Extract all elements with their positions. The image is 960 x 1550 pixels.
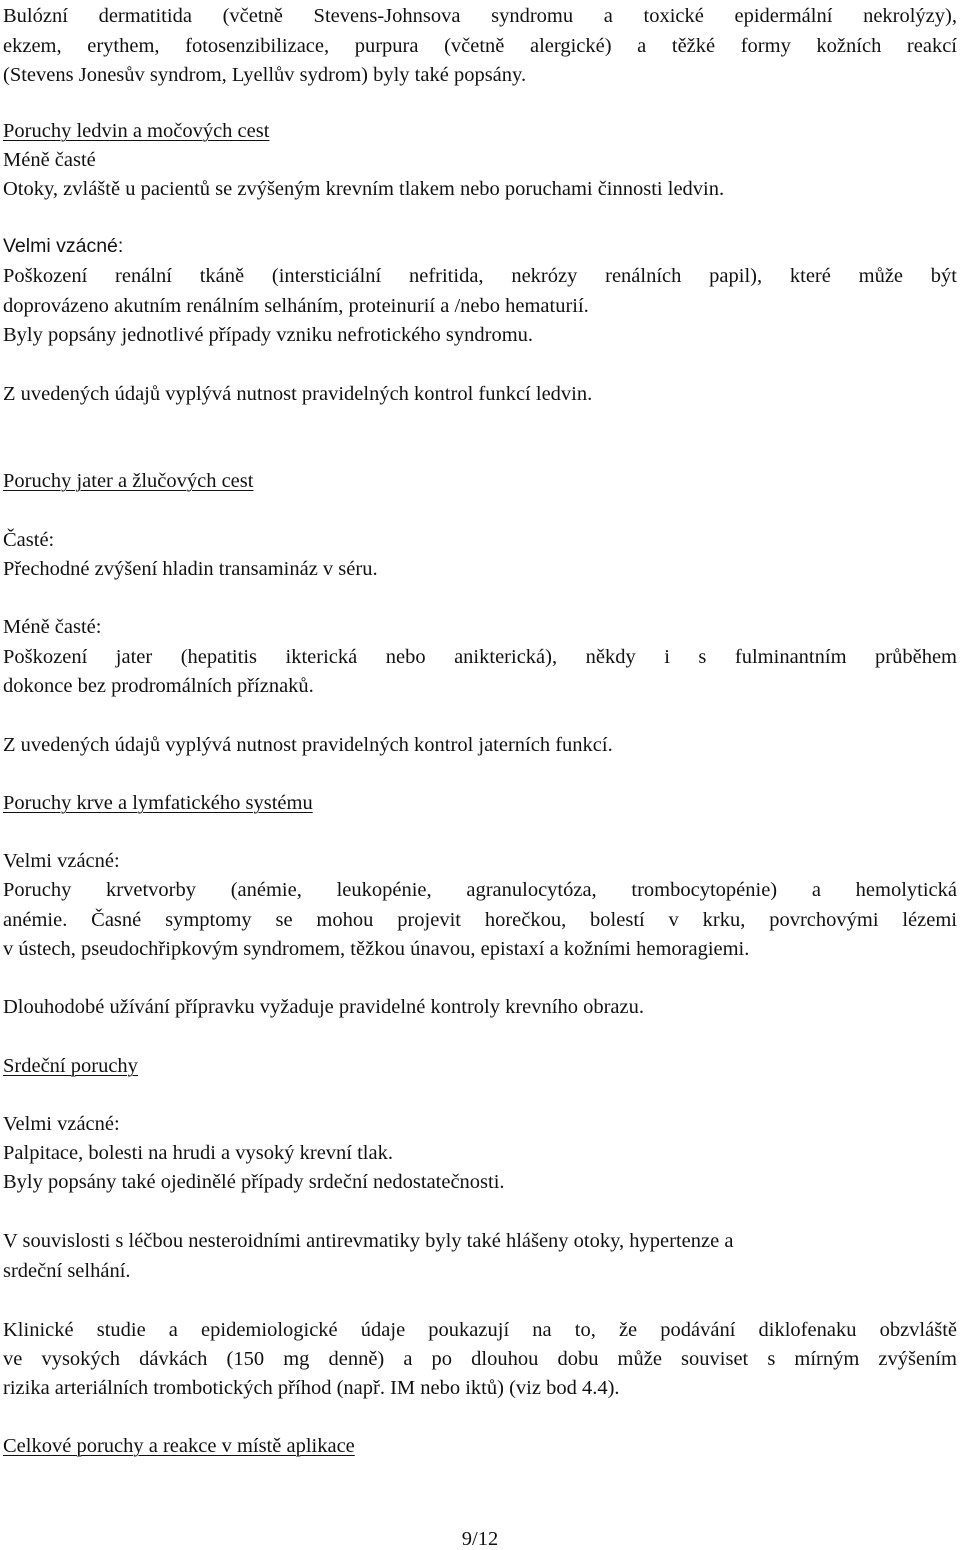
renal-frequency-very-rare: Velmi vzácné: (3, 235, 124, 257)
hepatic-monitoring-note: Z uvedených údajů vyplývá nutnost pravidelných kontrol jaterních funkcí. (3, 734, 613, 756)
blood-monitoring-note: Dlouhodobé užívání přípravku vyžaduje pravidelné kontroly krevního obrazu. (3, 996, 645, 1018)
cardiac-line-2: Byly popsány také ojedinělé případy srdeční nedostatečnosti. (3, 1171, 505, 1193)
renal-very-rare-line-1: Poškození renální tkáně (intersticiální nefritida, nekrózy renálních papil), které může být (3, 265, 957, 287)
cardiac-nsaid-line-2: srdeční selhání. (3, 1260, 131, 1282)
hepatic-frequency-uncommon: Méně časté: (3, 616, 102, 638)
blood-line-3: v ústech, pseudochřipkovým syndromem, těžkou únavou, epistaxí a kožními hemoragiemi. (3, 938, 750, 960)
renal-frequency-uncommon: Méně časté (3, 149, 96, 171)
cardiac-heading: Srdeční poruchy (3, 1055, 138, 1077)
renal-very-rare-line-3: Byly popsány jednotlivé případy vzniku nefrotického syndromu. (3, 324, 534, 346)
blood-line-1: Poruchy krvetvorby (anémie, leukopénie, agranulocytóza, trombocytopénie) a hemolytická (3, 879, 957, 901)
page-number: 9/12 (461, 1528, 499, 1550)
hepatic-uncommon-line-2: dokonce bez prodromálních příznaků. (3, 675, 314, 697)
hepatic-common-text: Přechodné zvýšení hladin transamináz v séru. (3, 558, 378, 580)
hepatic-frequency-common: Časté: (3, 529, 55, 551)
renal-very-rare-line-2: doprovázeno akutním renálním selháním, proteinurií a /nebo hematurií. (3, 295, 589, 317)
blood-heading: Poruchy krve a lymfatického systému (3, 792, 313, 814)
cardiac-studies-line-3: rizika arteriálních trombotických příhod (např. IM nebo iktů) (viz bod 4.4). (3, 1377, 620, 1399)
general-heading: Celkové poruchy a reakce v místě aplikace (3, 1435, 355, 1457)
renal-uncommon-text: Otoky, zvláště u pacientů se zvýšeným krevním tlakem nebo poruchami činnosti ledvin. (3, 178, 725, 200)
renal-heading: Poruchy ledvin a močových cest (3, 120, 270, 142)
hepatic-uncommon-line-1: Poškození jater (hepatitis ikterická nebo anikterická), někdy i s fulminantním průběhem (3, 646, 957, 668)
hepatic-heading: Poruchy jater a žlučových cest (3, 470, 254, 492)
renal-monitoring-note: Z uvedených údajů vyplývá nutnost pravidelných kontrol funkcí ledvin. (3, 383, 593, 405)
blood-line-2: anémie. Časné symptomy se mohou projevit horečkou, bolestí v krku, povrchovými lézemi (3, 909, 957, 931)
blood-frequency-very-rare: Velmi vzácné: (3, 850, 120, 872)
cardiac-frequency-very-rare: Velmi vzácné: (3, 1113, 120, 1135)
intro-line-2: ekzem, erythem, fotosenzibilizace, purpura (včetně alergické) a těžké formy kožních reakcí (3, 35, 957, 57)
cardiac-nsaid-line-1: V souvislosti s léčbou nesteroidními antirevmatiky byly také hlášeny otoky, hypertenze a (3, 1230, 734, 1252)
cardiac-line-1: Palpitace, bolesti na hrudi a vysoký krevní tlak. (3, 1142, 393, 1164)
cardiac-studies-line-2: ve vysokých dávkách (150 mg denně) a po dlouhou dobu může souviset s mírným zvýšením (3, 1348, 957, 1370)
cardiac-studies-line-1: Klinické studie a epidemiologické údaje poukazují na to, že podávání diklofenaku obzvláště (3, 1319, 957, 1341)
intro-line-3: (Stevens Jonesův syndrom, Lyellův sydrom) byly také popsány. (3, 64, 527, 86)
intro-line-1: Bulózní dermatitida (včetně Stevens-Johnsova syndromu a toxické epidermální nekrolýzy), (3, 5, 957, 27)
